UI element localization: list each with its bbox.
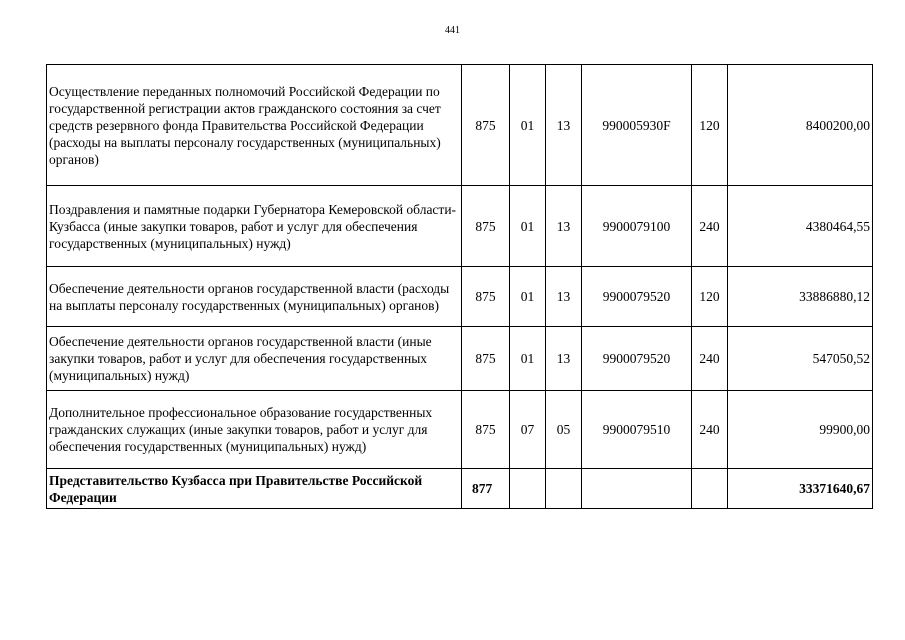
row-description: Обеспечение деятельности органов государственной власти (расходы на выплаты персоналу государственных (муниципальных) органов) [47,267,462,327]
row-amount: 99900,00 [728,391,873,469]
row-section-code: 01 [510,267,546,327]
table-row [47,65,873,186]
table-row [47,186,873,267]
row-section-code: 01 [510,327,546,391]
row-type-code: 120 [692,267,728,327]
total-description: Представительство Кузбасса при Правительстве Российской Федерации [47,469,462,509]
total-subsection-code [546,469,582,509]
row-target-code: 9900079100 [582,186,692,267]
row-subsection-code: 13 [546,186,582,267]
row-dept-code: 875 [462,65,510,186]
table-row [47,267,873,327]
table-row [47,391,873,469]
total-section-code [510,469,546,509]
row-type-code: 240 [692,391,728,469]
row-description: Осуществление переданных полномочий Российской Федерации по государственной регистрации актов гражданского состояния за счет средств резервного фонда Правительства Российской Федерации (расходы на выплаты персоналу государственных (муниципальных) органов) [47,65,462,186]
total-amount: 33371640,67 [728,469,873,509]
total-row [47,469,873,509]
row-amount: 8400200,00 [728,65,873,186]
row-dept-code: 875 [462,327,510,391]
row-type-code: 240 [692,186,728,267]
row-target-code: 9900079510 [582,391,692,469]
row-dept-code: 875 [462,391,510,469]
table-row [47,327,873,391]
row-amount: 547050,52 [728,327,873,391]
total-target-code [582,469,692,509]
row-section-code: 01 [510,186,546,267]
row-description: Дополнительное профессиональное образование государственных гражданских служащих (иные закупки товаров, работ и услуг для обеспечения государственных (муниципальных) нужд) [47,391,462,469]
row-description: Обеспечение деятельности органов государственной власти (иные закупки товаров, работ и услуг для обеспечения государственных (муниципальных) нужд) [47,327,462,391]
row-dept-code: 875 [462,267,510,327]
row-subsection-code: 13 [546,267,582,327]
row-type-code: 120 [692,65,728,186]
row-amount: 33886880,12 [728,267,873,327]
row-subsection-code: 05 [546,391,582,469]
row-type-code: 240 [692,327,728,391]
row-section-code: 01 [510,65,546,186]
row-description: Поздравления и памятные подарки Губернатора Кемеровской области-Кузбасса (иные закупки товаров, работ и услуг для обеспечения государственных (муниципальных) нужд) [47,186,462,267]
page-number: 441 [445,25,460,36]
row-target-code: 9900079520 [582,267,692,327]
budget-table [46,64,873,509]
row-section-code: 07 [510,391,546,469]
row-dept-code: 875 [462,186,510,267]
row-subsection-code: 13 [546,65,582,186]
total-type-code [692,469,728,509]
total-dept-code: 877 [462,469,510,509]
row-subsection-code: 13 [546,327,582,391]
row-target-code: 9900079520 [582,327,692,391]
row-amount: 4380464,55 [728,186,873,267]
row-target-code: 990005930F [582,65,692,186]
